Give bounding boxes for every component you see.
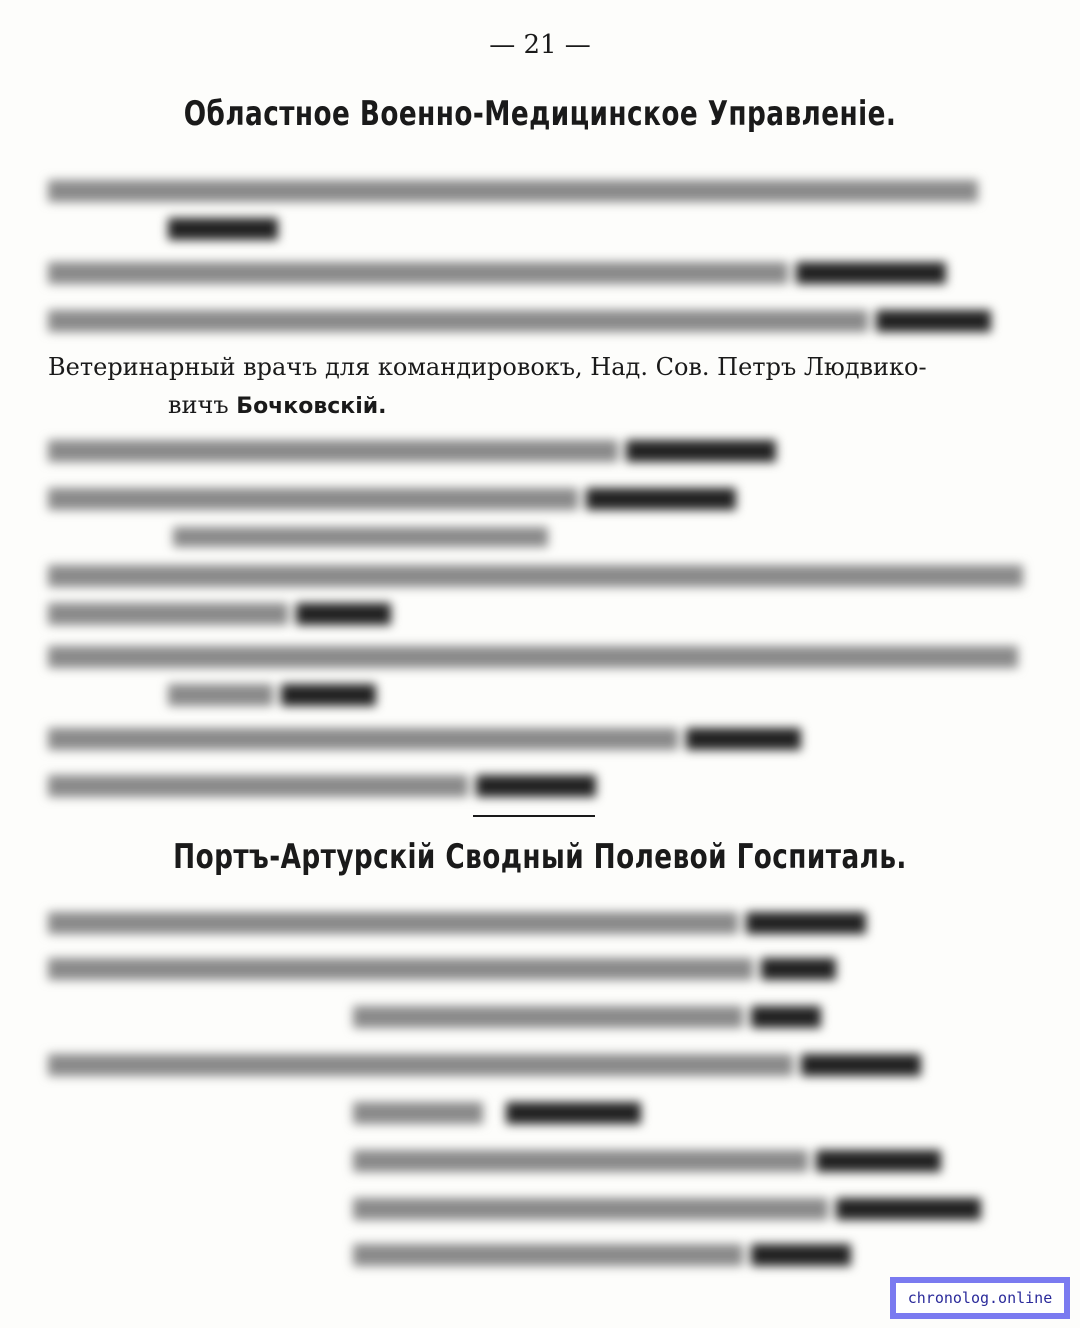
entry-line: Ветеринарный врачъ для командировокъ, Над. Сов. Петръ Людвико- — [48, 353, 927, 381]
section-divider — [473, 815, 595, 817]
blurred-entry — [48, 170, 1023, 246]
section-heading-medical-administration: Областное Военно-Медицинское Управленіе. — [183, 94, 897, 134]
blurred-entry — [48, 300, 1023, 338]
section-heading-field-hospital: Портъ-Артурскій Сводный Полевой Госпиталь. — [173, 837, 907, 877]
blurred-entry — [48, 1188, 1023, 1226]
blurred-entry — [48, 555, 1023, 631]
blurred-entry — [48, 1044, 1023, 1082]
entry-line-prefix: вичъ — [168, 391, 229, 419]
blurred-entry — [48, 718, 1023, 756]
blurred-entry — [48, 636, 1023, 712]
blurred-entry — [48, 478, 1023, 554]
blurred-entry — [48, 430, 1023, 468]
blurred-entry — [48, 902, 1023, 940]
entry-surname: Бочковскій. — [236, 394, 387, 419]
blurred-entry — [48, 1140, 1023, 1178]
page-number: — 21 — — [489, 30, 591, 60]
entry-veterinary-doctor — [48, 348, 1023, 426]
blurred-entry — [48, 765, 1023, 803]
blurred-entry — [48, 1092, 1023, 1130]
blurred-entry — [48, 948, 1023, 986]
watermark-badge — [890, 1277, 1070, 1319]
watermark-text: chronolog.online — [896, 1283, 1064, 1313]
blurred-entry — [48, 1234, 1023, 1272]
blurred-entry — [48, 252, 1023, 290]
blurred-entry — [48, 996, 1023, 1034]
